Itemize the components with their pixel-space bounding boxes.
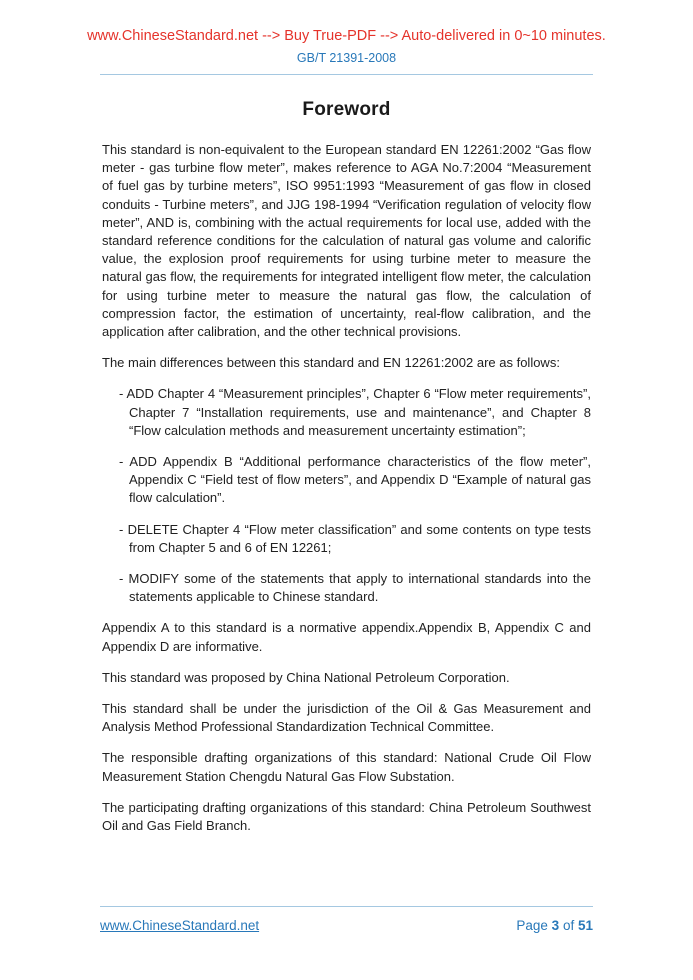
page-header bbox=[0, 0, 693, 75]
list-item: - MODIFY some of the statements that apply to international standards into the statements applicable to Chinese standard. bbox=[119, 571, 591, 605]
page-number: 3 bbox=[551, 918, 560, 933]
header-divider bbox=[100, 74, 593, 75]
paragraph-differences-lead: The main differences between this standard and EN 12261:2002 are as follows: bbox=[102, 355, 560, 371]
paragraph-appendix: Appendix A to this standard is a normative appendix.Appendix B, Appendix C and Appendix D are informative. bbox=[102, 620, 591, 654]
footer-site-link[interactable]: www.ChineseStandard.net bbox=[100, 918, 260, 933]
paragraph-intro: This standard is non-equivalent to the European standard EN 12261:2002 “Gas flow meter - gas turbine flow meter”, makes reference to AGA No.7:2004 “Measurement of fuel gas by turbine meters”, ISO 9951:1993 “Measurement of gas flow in closed conduits - Turbine meters”, and JJG 198-1994 “Verification regulation of velocity flow meter”, AND is, combining with the actual requirements for local use, added with the standard reference conditions for the calculation of natural gas volume and calorific value, the explosion proof requirements for using turbine meter to measure the natural gas flow, the requirements for integrated intelligent flow meter, the calculation for using turbine meter to measure the natural gas flow, the calculation of compression factor, the estimation of uncertainty, real-flow calibration, and the application after calibration, and the other technical provisions. bbox=[102, 142, 591, 340]
list-item: - ADD Chapter 4 “Measurement principles”, Chapter 6 “Flow meter requirements”, Chapter 7 “Installation requirements, use and maintenance”, and Chapter 8 “Flow calculation methods and measurement uncertainty estimation”; bbox=[119, 386, 591, 438]
list-item: - DELETE Chapter 4 “Flow meter classification” and some contents on type tests from Chapter 5 and 6 of EN 12261; bbox=[119, 521, 591, 555]
list-item: - ADD Appendix B “Additional performance characteristics of the flow meter”, Appendix C “Field test of flow meters”, and Appendix D “Example of natural gas flow calculation”. bbox=[119, 454, 591, 506]
page-word: Page bbox=[516, 918, 548, 933]
page-title: Foreword bbox=[302, 99, 391, 120]
page-footer bbox=[100, 906, 593, 933]
standard-code: GB/T 21391-2008 bbox=[296, 51, 397, 65]
paragraph-responsible-drafters: The responsible drafting organizations of this standard: National Crude Oil Flow Measurement Station Chengdu Natural Gas Flow Substation. bbox=[102, 750, 591, 784]
total-pages: 51 bbox=[577, 918, 593, 933]
promo-banner: www.ChineseStandard.net --> Buy True-PDF --> Auto-delivered in 0~10 minutes. bbox=[87, 28, 606, 44]
differences-list bbox=[102, 385, 591, 606]
paragraph-jurisdiction: This standard shall be under the jurisdiction of the Oil & Gas Measurement and Analysis Method Professional Standardization Technical Committee. bbox=[102, 701, 591, 735]
of-word: of bbox=[562, 918, 575, 933]
paragraph-participating-drafters: The participating drafting organizations of this standard: China Petroleum Southwest Oil and Gas Field Branch. bbox=[102, 799, 591, 834]
page-indicator bbox=[516, 918, 593, 933]
document-body bbox=[102, 141, 591, 835]
paragraph-proposed-by: This standard was proposed by China National Petroleum Corporation. bbox=[102, 669, 510, 685]
